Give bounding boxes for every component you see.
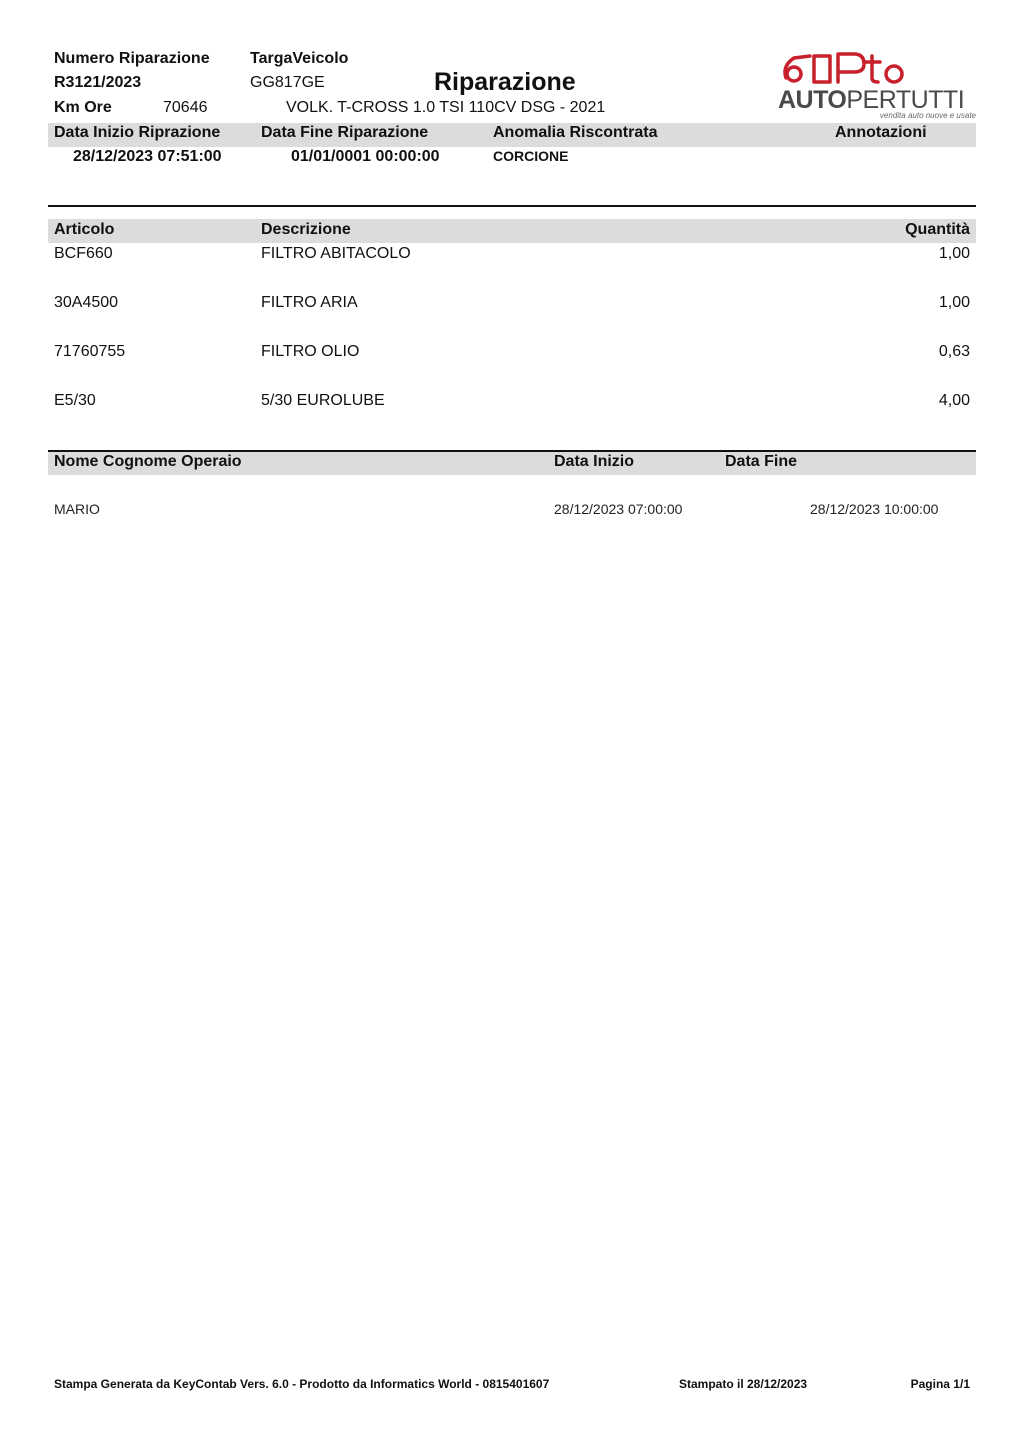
targa-veicolo-label: TargaVeicolo [250,50,349,67]
km-ore-value: 70646 [163,99,208,116]
article-quantity: 4,00 [938,392,970,409]
data-fine-column-header: Data Fine [725,453,798,470]
article-quantity: 1,00 [938,245,970,262]
km-ore-label: Km Ore [54,99,112,116]
nome-cognome-operaio-column-header: Nome Cognome Operaio [54,453,242,470]
anomalia-riscontrata-label: Anomalia Riscontrata [493,124,658,141]
data-inizio-riprazione-value: 28/12/2023 07:51:00 [73,148,222,165]
car-mark-icon [780,48,910,90]
article-code: BCF660 [54,245,113,262]
articolo-column-header: Articolo [54,221,115,238]
vehicle-description: VOLK. T-CROSS 1.0 TSI 110CV DSG - 2021 [286,99,606,116]
articles-top-rule [48,205,976,207]
logo-wordmark-light: PERTUTTI [846,86,965,114]
numero-riparazione-value: R3121/2023 [54,74,142,91]
article-description: FILTRO ARIA [261,294,358,311]
footer-generated-by: Stampa Generata da KeyContab Vers. 6.0 - Prodotto da Informatics World - 0815401607 [54,1377,550,1391]
quantita-column-header: Quantità [905,221,970,238]
article-description: FILTRO OLIO [261,343,360,360]
article-description: FILTRO ABITACOLO [261,245,411,262]
article-code: 71760755 [54,343,126,360]
worker-start: 28/12/2023 07:00:00 [554,501,683,517]
data-fine-riparazione-value: 01/01/0001 00:00:00 [291,148,440,165]
descrizione-column-header: Descrizione [261,221,351,238]
worker-end: 28/12/2023 10:00:00 [810,501,939,517]
article-code: 30A4500 [54,294,119,311]
footer-page-number: Pagina 1/1 [910,1377,970,1391]
logo-tagline: vendita auto nuove e usate [879,111,976,120]
data-fine-riparazione-label: Data Fine Riparazione [261,124,429,141]
anomalia-riscontrata-value: CORCIONE [493,148,569,164]
document-title: Riparazione [434,68,576,96]
numero-riparazione-label: Numero Riparazione [54,50,210,67]
article-description: 5/30 EUROLUBE [261,392,385,409]
data-inizio-column-header: Data Inizio [554,453,635,470]
footer-printed-date: Stampato il 28/12/2023 [679,1377,808,1391]
logo-wordmark-bold: AUTO [778,86,847,114]
data-inizio-riprazione-label: Data Inizio Riprazione [54,124,221,141]
annotazioni-label: Annotazioni [835,124,927,141]
article-code: E5/30 [54,392,96,409]
worker-name: MARIO [54,501,100,517]
targa-veicolo-value: GG817GE [250,74,325,91]
article-quantity: 1,00 [938,294,970,311]
article-quantity: 0,63 [938,343,970,360]
articles-header-bar [48,219,976,243]
company-logo [778,48,978,126]
